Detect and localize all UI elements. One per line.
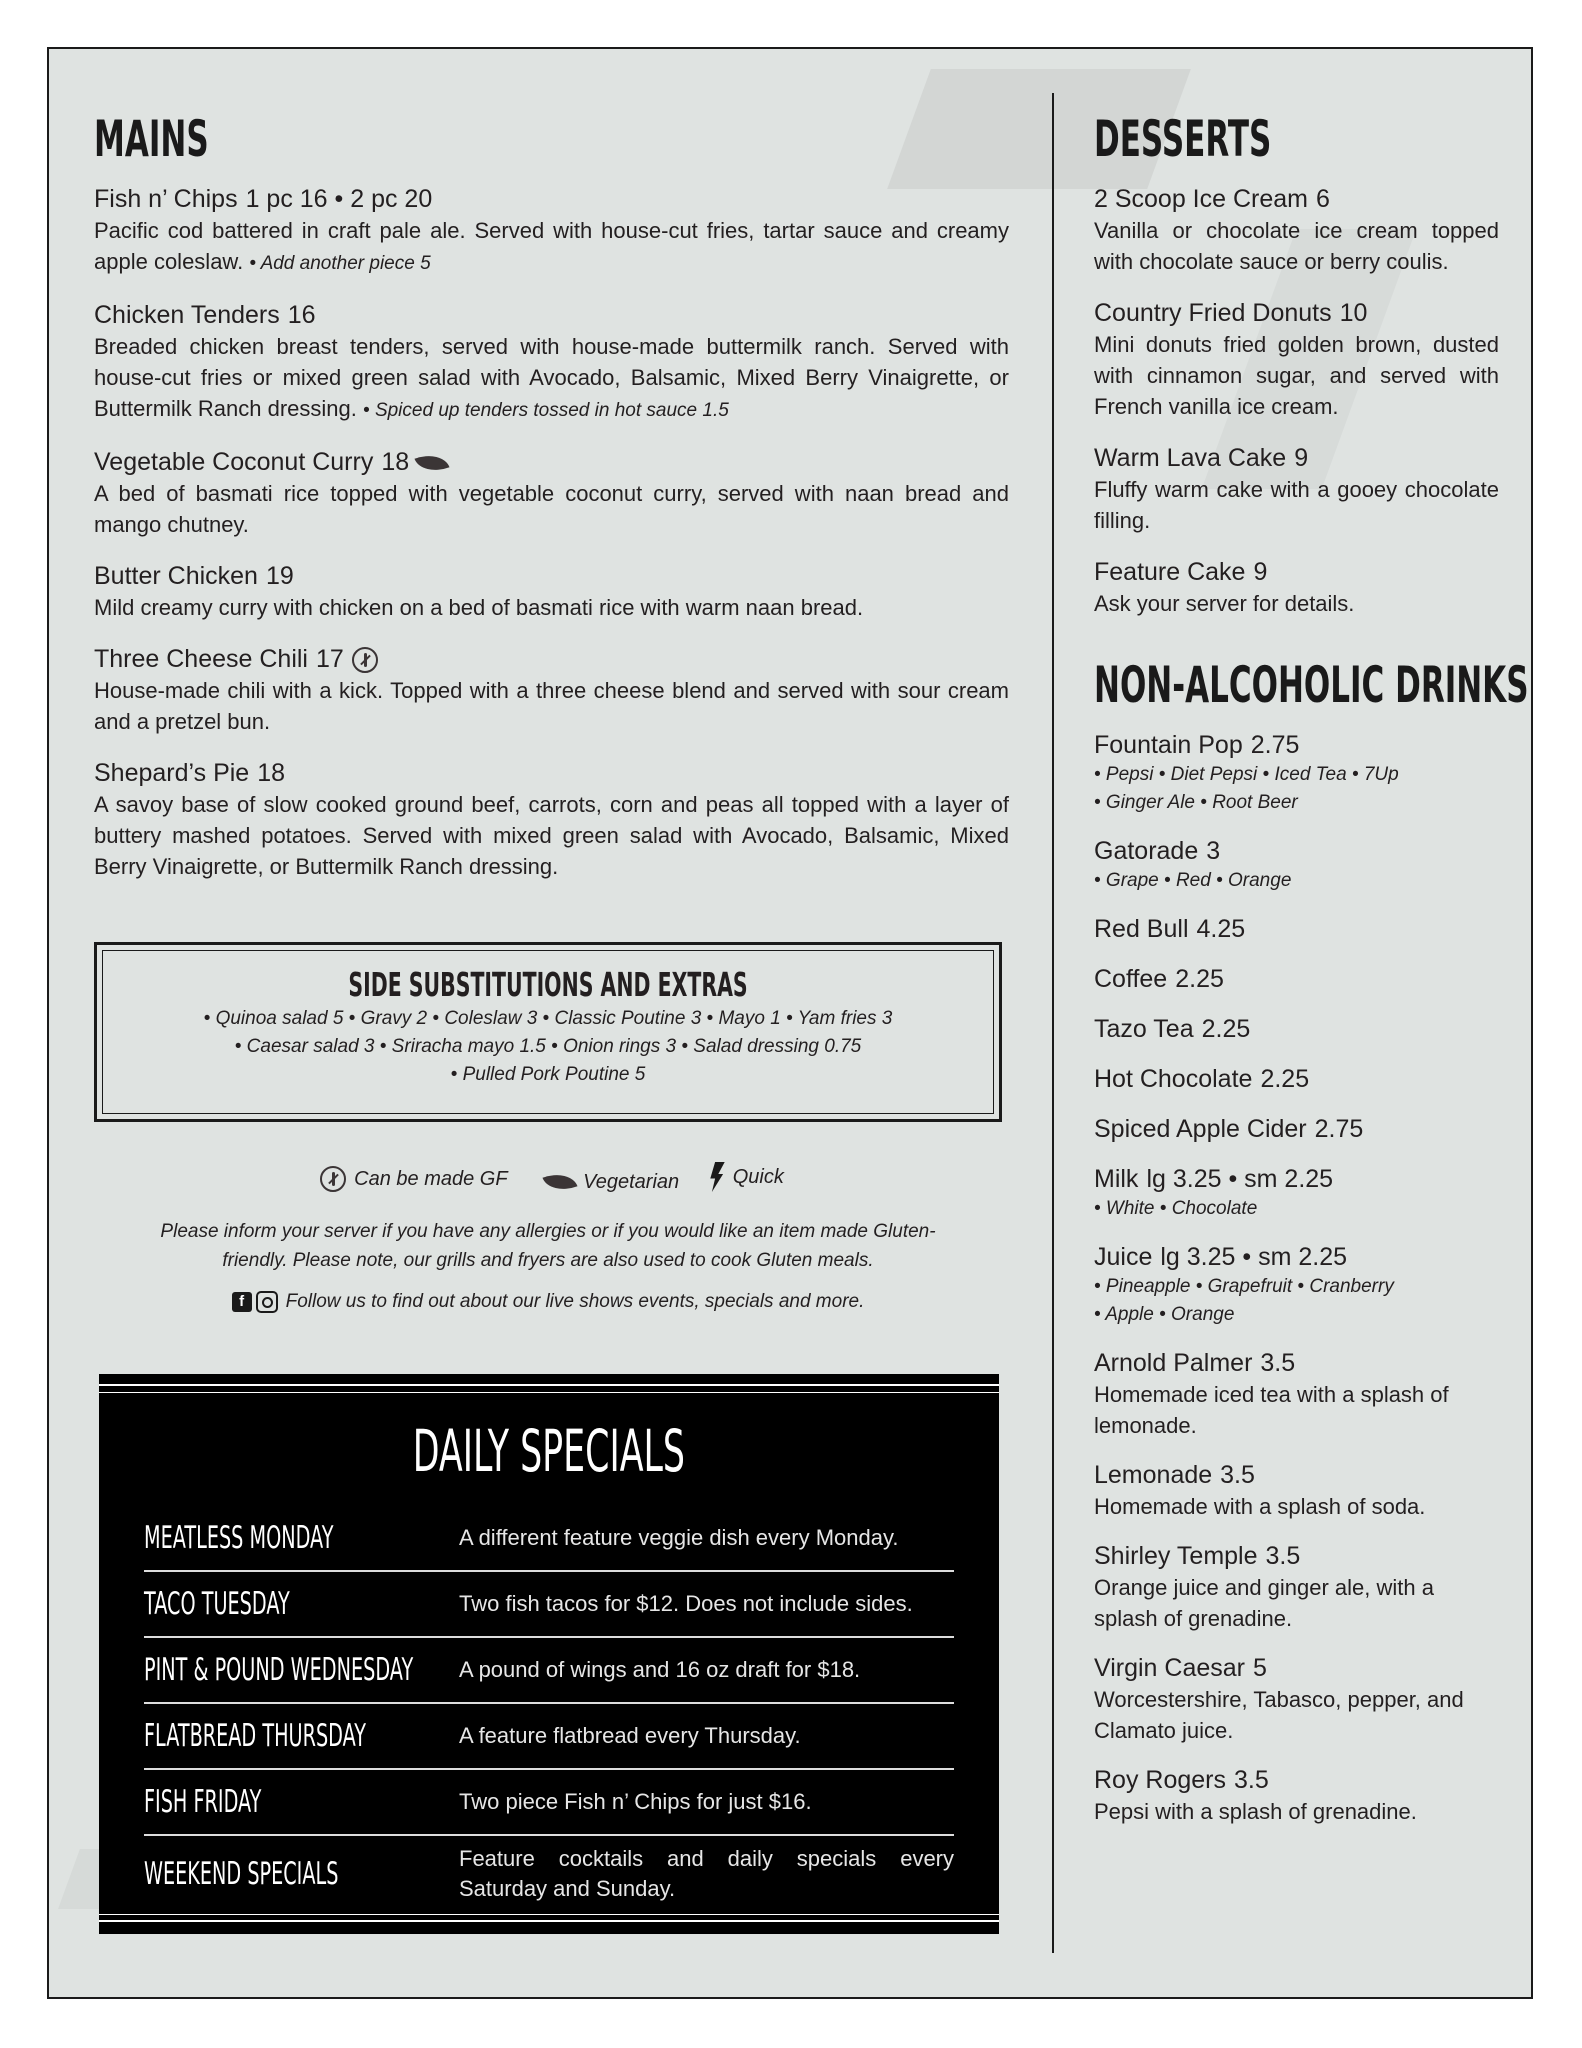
- menu-item: [94, 183, 1009, 279]
- special-description: Feature cocktails and daily specials every Saturday and Sunday.: [459, 1846, 954, 1901]
- drink-item-header: [1094, 1063, 1499, 1095]
- drink-item-name: Tazo Tea: [1094, 1015, 1194, 1043]
- drink-item: [1094, 1652, 1499, 1746]
- sides-line: • Quinoa salad 5 • Gravy 2 • Coleslaw 3 • Classic Poutine 3 • Mayo 1 • Yam fries 3: [203, 1008, 893, 1029]
- menu-item-header: [94, 446, 1009, 478]
- dessert-item-description: Mini donuts fried golden brown, dusted with cinnamon sugar, and served with French vanilla ice cream.: [1094, 332, 1499, 419]
- drink-item-price: 2.75: [1250, 731, 1300, 759]
- drink-item: [1094, 913, 1499, 945]
- allergy-notice: [94, 1217, 1002, 1275]
- drink-item-price: lg 3.25 • sm 2.25: [1146, 1165, 1334, 1193]
- dietary-legend: [94, 1162, 1002, 1198]
- desserts-list: [1094, 183, 1499, 619]
- drink-item: [1094, 963, 1499, 995]
- side-substitutions-box: [94, 942, 1002, 1122]
- drink-item-header: [1094, 913, 1499, 945]
- legend-quick-label: Quick: [732, 1165, 784, 1188]
- menu-item-header: [94, 560, 1009, 592]
- menu-item-price: 18: [257, 759, 286, 787]
- dessert-item-name: Country Fried Donuts: [1094, 299, 1332, 327]
- drink-item: [1094, 1013, 1499, 1045]
- facebook-icon[interactable]: f: [232, 1292, 252, 1312]
- dessert-item-price: 6: [1316, 185, 1330, 213]
- drink-item-header: [1094, 1241, 1499, 1273]
- drink-item: [1094, 1764, 1499, 1827]
- drink-item-description: Homemade iced tea with a splash of lemonade.: [1094, 1382, 1449, 1438]
- drink-item-price: 2.25: [1260, 1065, 1310, 1093]
- special-day-label: PINT & POUND WEDNESDAY: [144, 1652, 414, 1688]
- menu-item-desc-text: Breaded chicken breast tenders, served with house-made buttermilk ranch. Served with house-cut fries or mixed green salad with Avocado, Balsamic, Mixed Berry Vinaigrette, or Buttermilk Ranch dressing.: [94, 334, 1009, 421]
- drink-item-name: Shirley Temple: [1094, 1542, 1258, 1570]
- drink-item-options: • Pepsi • Diet Pepsi • Iced Tea • 7Up: [1094, 764, 1399, 785]
- menu-item-note: • Spiced up tenders tossed in hot sauce 1.5: [363, 400, 729, 421]
- menu-item-description: [94, 215, 1009, 279]
- side-substitutions-list: [103, 1005, 993, 1089]
- drink-item-options: • Pineapple • Grapefruit • Cranberry: [1094, 1276, 1394, 1297]
- special-day-label: FLATBREAD THURSDAY: [144, 1718, 367, 1754]
- drink-item: [1094, 1163, 1499, 1223]
- legend-gf: [312, 1166, 507, 1192]
- menu-item-header: [94, 643, 1009, 675]
- dessert-item-header: [1094, 297, 1499, 329]
- menu-item-desc-text: A bed of basmati rice topped with vegetable coconut curry, served with naan bread and mango chutney.: [94, 481, 1009, 537]
- special-day-label: FISH FRIDAY: [144, 1784, 262, 1820]
- drink-item-price: 3.5: [1220, 1461, 1255, 1489]
- right-column: [1094, 109, 1529, 1845]
- special-row: [144, 1506, 954, 1572]
- drink-item-header: [1094, 1347, 1499, 1379]
- side-substitutions-inner: [102, 950, 994, 1114]
- drink-item-price: 3.5: [1260, 1349, 1296, 1377]
- menu-item-name: Three Cheese Chili: [94, 645, 308, 673]
- drink-item-name: Juice: [1094, 1243, 1153, 1271]
- drink-item-header: [1094, 1764, 1499, 1796]
- menu-item-header: [94, 757, 1009, 789]
- menu-item-desc-text: A savoy base of slow cooked ground beef, carrots, corn and peas all topped with a layer of buttery mashed potatoes. Served with mixed green salad with Avocado, Balsamic, Mixed Berry Vinaigrette, or Buttermilk Ranch dressing.: [94, 792, 1009, 879]
- mains-section: [94, 109, 1009, 902]
- drink-item-header: [1094, 1113, 1499, 1145]
- drink-item: [1094, 1347, 1499, 1441]
- special-day-label: TACO TUESDAY: [144, 1586, 290, 1622]
- allergy-line: Please inform your server if you have any allergies or if you would like an item made Gluten-: [160, 1221, 936, 1242]
- drink-item-name: Gatorade: [1094, 837, 1199, 865]
- dessert-item-price: 9: [1253, 558, 1268, 586]
- dessert-item-name: Feature Cake: [1094, 558, 1246, 586]
- drink-item-header: [1094, 1652, 1499, 1684]
- legend-quick: [709, 1162, 784, 1192]
- special-row: [144, 1836, 954, 1912]
- menu-item-price: 16: [287, 301, 316, 329]
- drink-item-name: Spiced Apple Cider: [1094, 1115, 1307, 1143]
- menu-item-name: Shepard’s Pie: [94, 759, 250, 787]
- gluten-free-icon: [320, 1166, 346, 1192]
- menu-item-desc-text: Mild creamy curry with chicken on a bed of basmati rice with warm naan bread.: [94, 595, 864, 620]
- menu-item-name: Fish n’ Chips: [94, 185, 238, 213]
- decorative-rule: [99, 1384, 999, 1386]
- drink-item-name: Lemonade: [1094, 1461, 1213, 1489]
- drink-item-name: Virgin Caesar: [1094, 1654, 1246, 1682]
- daily-specials-title-wrap: [99, 1419, 999, 1483]
- drink-item: [1094, 1241, 1499, 1329]
- special-description: A pound of wings and 16 oz draft for $18.: [459, 1657, 861, 1682]
- menu-item-name: Butter Chicken: [94, 562, 258, 590]
- menu-item-name: Chicken Tenders: [94, 301, 280, 329]
- lightning-icon: [709, 1162, 725, 1192]
- drink-item-options: • White • Chocolate: [1094, 1198, 1258, 1219]
- daily-specials-title: DAILY SPECIALS: [412, 1417, 686, 1485]
- drink-item-options: • Apple • Orange: [1094, 1304, 1235, 1325]
- drink-item-header: [1094, 1163, 1499, 1195]
- menu-item: [94, 757, 1009, 882]
- menu-item-description: [94, 789, 1009, 882]
- dessert-item-description: Fluffy warm cake with a gooey chocolate filling.: [1094, 477, 1499, 533]
- special-row: [144, 1704, 954, 1770]
- special-day: [144, 1784, 459, 1820]
- drink-item-price: 2.75: [1314, 1115, 1364, 1143]
- drink-item-header: [1094, 1459, 1499, 1491]
- daily-specials-list: [144, 1506, 954, 1912]
- special-day: [144, 1718, 459, 1754]
- menu-item-header: [94, 183, 1009, 215]
- drink-item: [1094, 1459, 1499, 1522]
- sides-line: • Caesar salad 3 • Sriracha mayo 1.5 • Onion rings 3 • Salad dressing 0.75: [234, 1036, 862, 1057]
- special-row: [144, 1572, 954, 1638]
- special-day: [144, 1856, 459, 1892]
- decorative-rule: [99, 1392, 999, 1393]
- dessert-item-header: [1094, 556, 1499, 588]
- drink-item-header: [1094, 1540, 1499, 1572]
- dessert-item-header: [1094, 183, 1499, 215]
- dessert-item: [1094, 442, 1499, 536]
- drink-item: [1094, 1540, 1499, 1634]
- menu-item-price: 17: [316, 645, 344, 673]
- menu-item-desc-text: House-made chili with a kick. Topped with a three cheese blend and served with sour cream and a pretzel bun.: [94, 678, 1009, 734]
- menu-item-price: 1 pc 16 • 2 pc 20: [245, 185, 433, 213]
- drink-item-price: 5: [1253, 1654, 1267, 1682]
- drink-item-header: [1094, 835, 1499, 867]
- dessert-item: [1094, 297, 1499, 422]
- legend-vegetarian-label: Vegetarian: [583, 1170, 680, 1193]
- drink-item-price: 3: [1206, 837, 1221, 865]
- drink-item: [1094, 729, 1499, 817]
- dessert-item-description: Vanilla or chocolate ice cream topped with chocolate sauce or berry coulis.: [1094, 218, 1499, 274]
- legend-gf-label: Can be made GF: [354, 1167, 508, 1190]
- drink-item-price: 2.25: [1175, 965, 1224, 993]
- sides-line: • Pulled Pork Poutine 5: [450, 1064, 646, 1085]
- special-row: [144, 1770, 954, 1836]
- drink-item-description: Worcestershire, Tabasco, pepper, and Clamato juice.: [1094, 1687, 1464, 1743]
- mains-list: [94, 183, 1009, 882]
- menu-item: [94, 299, 1009, 426]
- special-description: A different feature veggie dish every Monday.: [459, 1525, 899, 1550]
- column-divider: [1052, 93, 1054, 1953]
- drink-item: [1094, 835, 1499, 895]
- special-description: Two piece Fish n’ Chips for just $16.: [459, 1789, 812, 1814]
- drink-item-header: [1094, 729, 1499, 761]
- drink-item-name: Arnold Palmer: [1094, 1349, 1253, 1377]
- drink-item-header: [1094, 1013, 1499, 1045]
- menu-item-header: [94, 299, 1009, 331]
- menu-item-description: [94, 331, 1009, 426]
- menu-item-price: 19: [265, 562, 294, 590]
- drink-item: [1094, 1063, 1499, 1095]
- menu-item-description: [94, 675, 1009, 737]
- dessert-item: [1094, 556, 1499, 619]
- drinks-title: NON-ALCOHOLIC DRINKS: [1094, 656, 1529, 714]
- desserts-title: DESSERTS: [1094, 110, 1272, 168]
- drink-item-options: • Grape • Red • Orange: [1094, 870, 1292, 891]
- drink-item-options: • Ginger Ale • Root Beer: [1094, 792, 1298, 813]
- menu-item-description: [94, 592, 1009, 623]
- drink-item-name: Red Bull: [1094, 915, 1189, 943]
- menu-item: [94, 446, 1009, 540]
- drink-item-name: Fountain Pop: [1094, 731, 1243, 759]
- drink-item-price: 3.5: [1265, 1542, 1301, 1570]
- menu-page: [47, 47, 1533, 1999]
- dessert-item-description: Ask your server for details.: [1094, 591, 1355, 616]
- dessert-item-header: [1094, 442, 1499, 474]
- drink-item-price: 4.25: [1196, 915, 1246, 943]
- drinks-list: [1094, 729, 1499, 1827]
- dessert-item-name: 2 Scoop Ice Cream: [1094, 185, 1308, 213]
- dessert-item-name: Warm Lava Cake: [1094, 444, 1287, 472]
- menu-item-note: • Add another piece 5: [249, 253, 431, 274]
- menu-item-desc-text: Pacific cod battered in craft pale ale. Served with house-cut fries, tartar sauce and creamy apple coleslaw.: [94, 218, 1009, 274]
- side-substitutions-title: SIDE SUBSTITUTIONS AND EXTRAS: [348, 965, 748, 1004]
- drink-item-price: 3.5: [1234, 1766, 1269, 1794]
- social-follow-text: Follow us to find out about our live shows events, specials and more.: [285, 1291, 865, 1313]
- mains-title: MAINS: [94, 110, 209, 168]
- drink-item-description: Orange juice and ginger ale, with a splash of grenadine.: [1094, 1575, 1434, 1631]
- gluten-free-icon: [352, 647, 378, 673]
- special-day-label: MEATLESS MONDAY: [144, 1520, 334, 1556]
- social-follow: [94, 1291, 1002, 1313]
- drink-item-name: Coffee: [1094, 965, 1168, 993]
- drink-item: [1094, 1113, 1499, 1145]
- drink-item-description: Pepsi with a splash of grenadine.: [1094, 1799, 1417, 1824]
- drink-item-price: lg 3.25 • sm 2.25: [1160, 1243, 1348, 1271]
- drink-item-name: Milk: [1094, 1165, 1139, 1193]
- menu-item: [94, 643, 1009, 737]
- special-day: [144, 1652, 459, 1688]
- drink-item-description: Homemade with a splash of soda.: [1094, 1494, 1426, 1519]
- special-day: [144, 1520, 459, 1556]
- decorative-rule: [99, 1920, 999, 1922]
- menu-item-price: 18: [381, 448, 410, 476]
- instagram-icon[interactable]: [256, 1291, 278, 1313]
- drink-item-name: Roy Rogers: [1094, 1766, 1226, 1794]
- drink-item-name: Hot Chocolate: [1094, 1065, 1253, 1093]
- drink-item-price: 2.25: [1201, 1015, 1251, 1043]
- daily-specials-panel: [99, 1374, 999, 1934]
- allergy-line: friendly. Please note, our grills and fryers are also used to cook Gluten meals.: [222, 1250, 874, 1271]
- special-day: [144, 1586, 459, 1622]
- drink-item-header: [1094, 963, 1499, 995]
- menu-item-description: [94, 478, 1009, 540]
- dessert-item-price: 10: [1339, 299, 1368, 327]
- dessert-item-price: 9: [1294, 444, 1309, 472]
- leaf-icon: [415, 449, 450, 478]
- leaf-icon: [543, 1167, 578, 1196]
- special-day-label: WEEKEND SPECIALS: [144, 1856, 339, 1892]
- legend-vegetarian: [537, 1171, 679, 1194]
- special-description: A feature flatbread every Thursday.: [459, 1723, 801, 1748]
- special-row: [144, 1638, 954, 1704]
- decorative-rule: [99, 1914, 999, 1915]
- special-description: Two fish tacos for $12. Does not include sides.: [459, 1591, 913, 1616]
- dessert-item: [1094, 183, 1499, 277]
- menu-item: [94, 560, 1009, 623]
- menu-item-name: Vegetable Coconut Curry: [94, 448, 374, 476]
